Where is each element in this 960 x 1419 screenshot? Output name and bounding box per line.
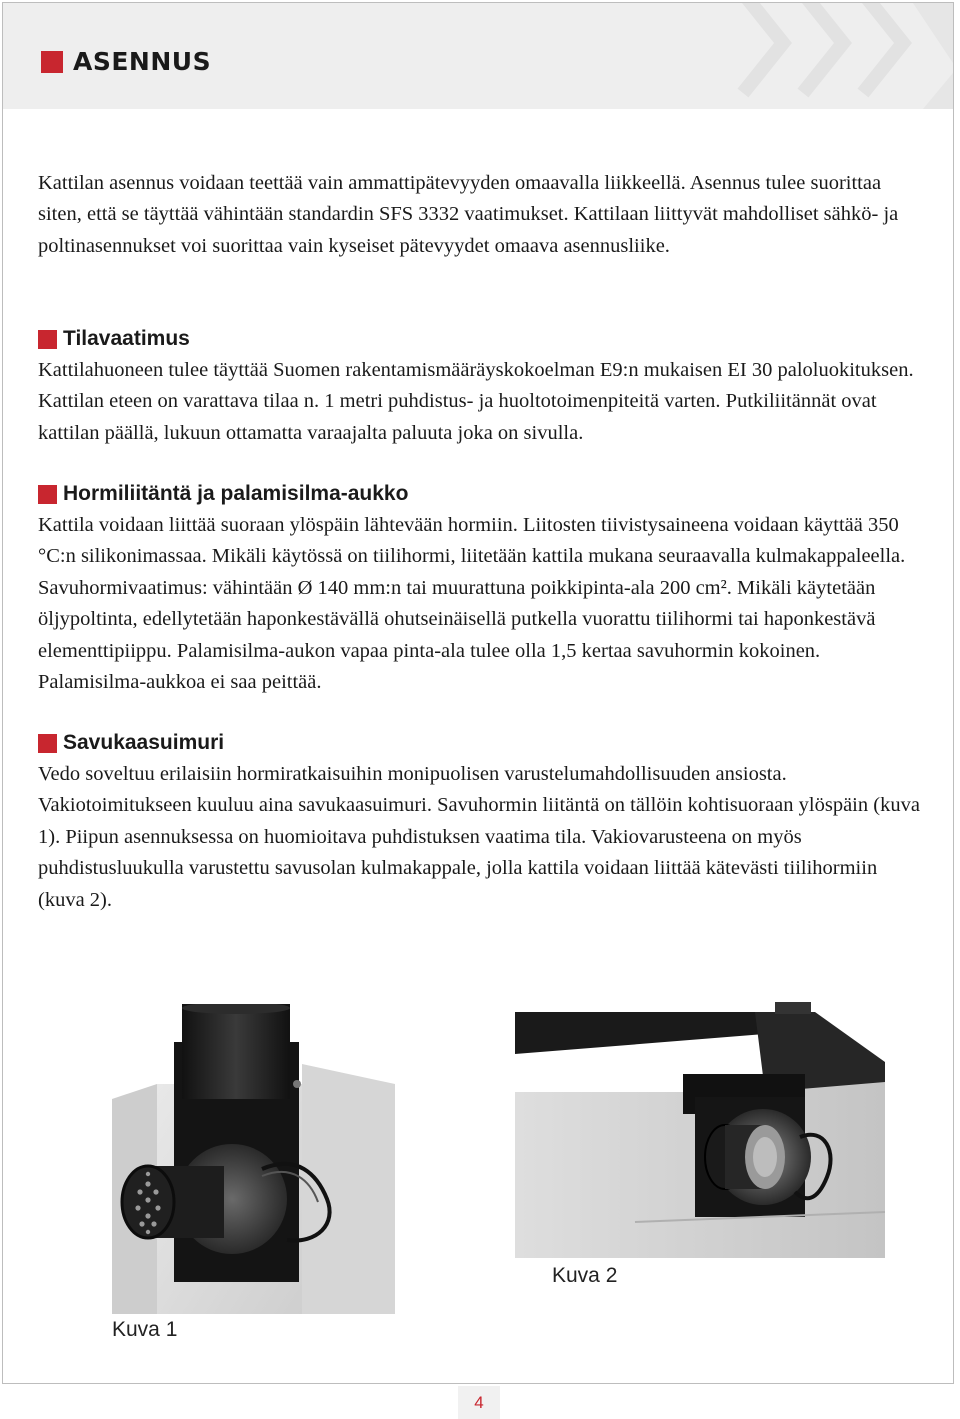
header-decoration [623,3,953,109]
intro-paragraph: Kattilan asennus voidaan teettää vain ammattipätevyyden omaavalla liikkeellä. Asennus tulee suorittaa siten, että se täyttää vähintään standardin SFS 3332 vaatimukset. Kattilaan liittyvät mahdolliset sähkö- ja poltinasennukset voi suorittaa vain kyseiset pätevyydet omaava asennusliike. [38,172,899,257]
title-marker-icon [41,51,63,73]
page-number: 4 [458,1386,500,1419]
section-hormiliitanta [38,480,922,698]
section-body: Vedo soveltuu erilaisiin hormiratkaisuihin monipuolisen varustelumahdollisuuden ansiosta. Vakiotoimitukseen kuuluu aina savukaasuimuri. Savuhormin liitäntä on tällöin kohtisuoraan ylöspäin (kuva 1). Piipun asennuksessa on huomioitava puhdistuksen vaatima tila. Vakiovarusteena on myös puhdistusluukulla varustettu savusolan kulmakappale, jolla kattila voidaan liittää kätevästi tiilihormiin (kuva 2). [38,763,920,911]
section-heading: Tilavaatimus [63,327,190,350]
section-body: Kattila voidaan liittää suoraan ylöspäin lähtevään hormiin. Liitosten tiivistysaineena voidaan käyttää 350 °C:n silikonimassaa. Mikäli käytössä on tiilihormi, liitetään kattila mukana seuraavalla kulmakappaleella. Savuhormivaatimus: vähintään Ø 140 mm:n tai muurattuna poikkipinta-ala 200 cm². Mikäli käytetään öljypoltinta, edellytetään haponkestävällä ohutseinäisellä putkella vuorattu tiilihormi tai haponkestävä elementtipiippu. Palamisilma-aukon vapaa pinta-ala tulee olla 1,5 kertaa savuhormin kokoinen. Palamisilma-aukkoa ei saa peittää. [38,514,906,694]
intro-block [38,168,922,262]
page-title: ASENNUS [73,47,212,76]
figure-1-caption: Kuva 1 [112,1318,178,1341]
figure-1-photo [112,1004,395,1314]
figure-2-caption: Kuva 2 [552,1264,618,1287]
header-band [3,3,953,109]
section-marker-icon [38,734,57,753]
section-marker-icon [38,485,57,504]
section-heading: Hormiliitäntä ja palamisilma-aukko [63,482,409,505]
section-tilavaatimus [38,325,922,449]
section-body: Kattilahuoneen tulee täyttää Suomen rakentamismääräyskokoelman E9:n mukaisen EI 30 paloluokituksen. Kattilan eteen on varattava tilaa n. 1 metri puhdistus- ja huoltotoimenpiteitä varten. Putkiliitännät ovat kattilan päällä, lukuun ottamatta varaajalta paluuta joka on sivulla. [38,359,914,444]
section-heading: Savukaasuimuri [63,731,225,754]
section-savukaasuimuri [38,729,922,916]
section-marker-icon [38,330,57,349]
figure-2-photo [515,1002,885,1258]
